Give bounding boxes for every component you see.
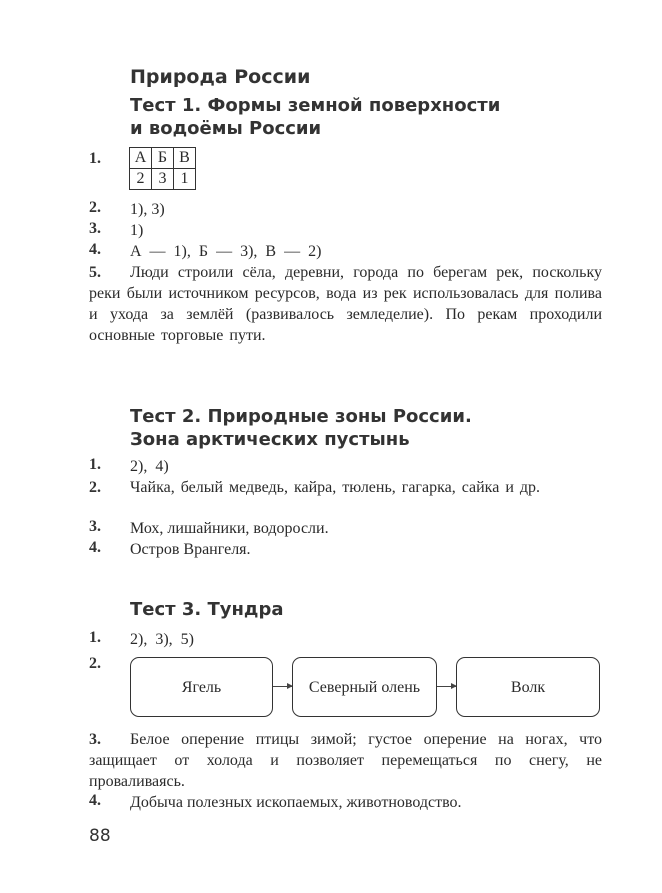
test1-title-line1: Тест 1. Формы земной поверхности [130,95,501,116]
test2-title-line2: Зона арктических пустынь [130,429,410,450]
answer-table-header-cell: А [130,148,152,169]
answer-table-header-cell: Б [152,148,174,169]
test2-q2-number: 2. [89,479,101,496]
food-chain-box: Северный олень [292,657,437,717]
test1-q5-answer: Люди строили сёла, деревни, города по берегам рек, поскольку реки были источником ресурсов, вода из рек использовалась для полива и ухода за землёй (развивалось земледелие). По рекам проходили основные торговые пути. [89,264,602,344]
page-number: 88 [89,826,111,846]
section-title: Природа России [130,66,311,88]
answer-table-value-row [130,169,196,190]
test2-q2-answer: Чайка, белый медведь, кайра, тюлень, гагарка, сайка и др. [130,479,541,496]
food-chain-arrow-icon [273,686,292,687]
test1-title [130,94,500,140]
test2-q3-number: 3. [89,518,101,535]
test1-q2-answer: 1), 3) [130,201,165,218]
test2-q1-answer: 2), 4) [130,458,169,475]
test2-q4-answer: Остров Врангеля. [130,541,251,558]
answer-table-value-cell: 3 [152,169,174,190]
test1-q5-number: 5. [89,264,101,281]
food-chain-box: Ягель [130,657,273,717]
test1-title-line2: и водоёмы России [130,118,322,139]
answer-table-header-cell: В [174,148,196,169]
test3-q2-number: 2. [89,655,101,672]
test3-q3-number: 3. [89,731,101,748]
test3-q1-number: 1. [89,629,101,646]
test3-title: Тест 3. Тундра [130,599,284,620]
answer-table-value-cell: 2 [130,169,152,190]
test3-q3 [89,729,602,792]
test2-title [130,405,472,451]
test1-q4-number: 4. [89,241,101,258]
test1-q2-number: 2. [89,199,101,216]
test1-q1-number: 1. [89,150,101,167]
food-chain-arrow-icon [437,686,456,687]
test2-title-line1: Тест 2. Природные зоны России. [130,406,472,427]
food-chain-box: Волк [456,657,600,717]
test1-q1-answer-table [129,147,196,190]
answer-table-value-cell: 1 [174,169,196,190]
test2-q4-number: 4. [89,539,101,556]
test2-q3-answer: Мох, лишайники, водоросли. [130,520,329,537]
test3-q3-answer: Белое оперение птицы зимой; густое оперение на ногах, что защищает от холода и позволяет перемещаться по снегу, не проваливаясь. [89,731,602,790]
test3-q4-answer: Добыча полезных ископаемых, животноводство. [130,794,462,811]
test2-q2 [89,477,602,498]
test1-q4-answer: А — 1), Б — 3), В — 2) [130,243,322,260]
test1-q3-number: 3. [89,220,101,237]
test3-q1-answer: 2), 3), 5) [130,631,194,648]
test1-q5 [89,262,602,346]
test2-q1-number: 1. [89,456,101,473]
answer-table-header-row [130,148,196,169]
test1-q3-answer: 1) [130,222,144,239]
test3-q4-number: 4. [89,792,101,809]
